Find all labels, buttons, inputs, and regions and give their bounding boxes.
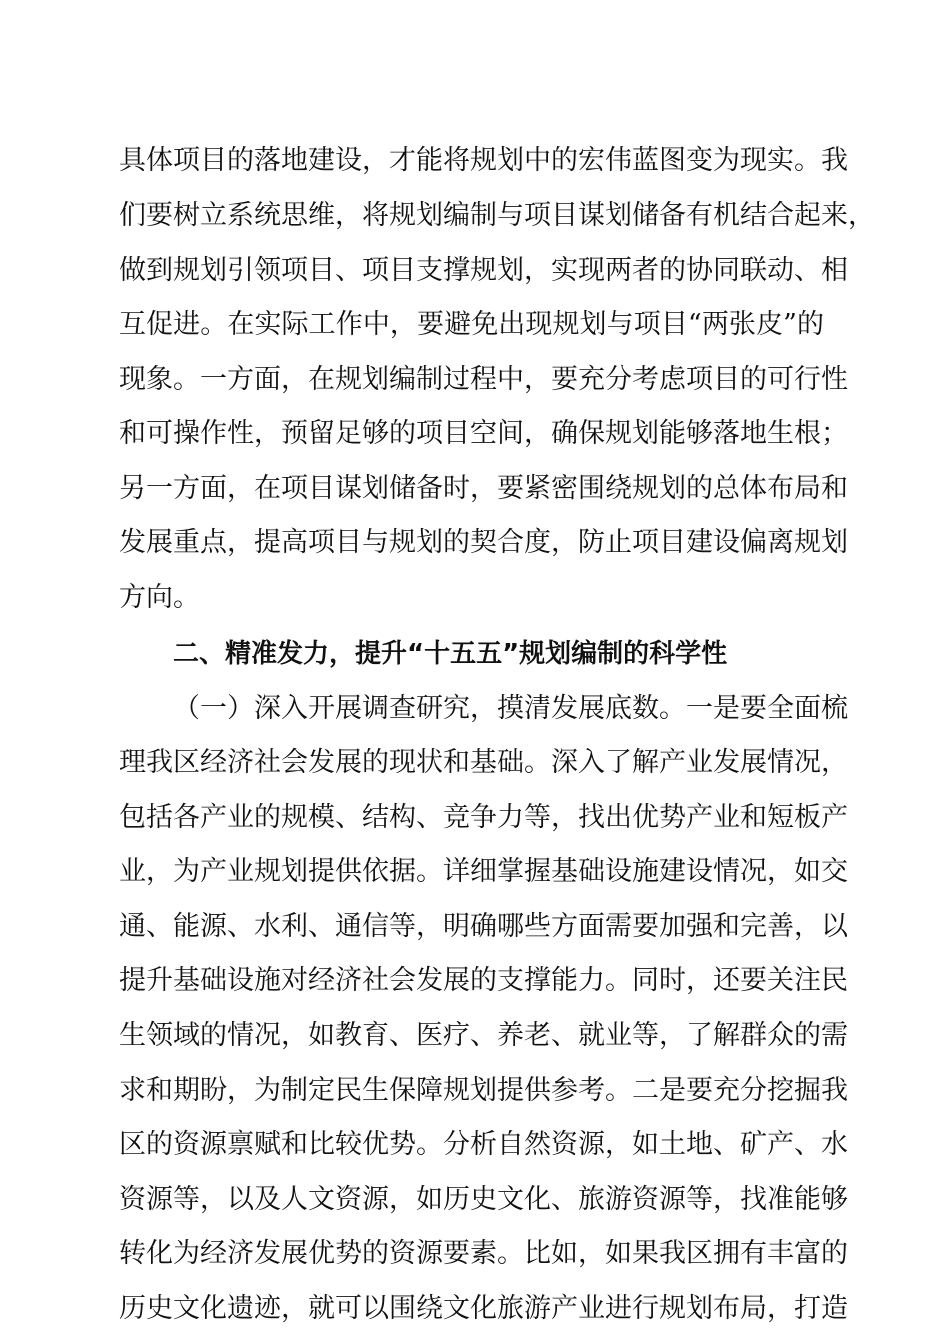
paragraph-line: 提升基础设施对经济社会发展的支撑能力。同时，还要关注民 — [119, 965, 848, 996]
paragraph-line: 另一方面，在项目谋划储备时，要紧密围绕规划的总体布局和 — [119, 473, 848, 504]
paragraph-line: 们要树立系统思维，将规划编制与项目谋划储备有机结合起来， — [119, 200, 875, 231]
paragraph-line: 转化为经济发展优势的资源要素。比如，如果我区拥有丰富的 — [119, 1238, 848, 1269]
paragraph-line: 互促进。在实际工作中，要避免出现规划与项目“两张皮”的 — [119, 309, 824, 340]
paragraph-line: 方向。 — [119, 582, 200, 613]
paragraph-line: 具体项目的落地建设，才能将规划中的宏伟蓝图变为现实。我 — [119, 145, 848, 176]
paragraph-line: 理我区经济社会发展的现状和基础。深入了解产业发展情况， — [119, 747, 848, 778]
paragraph-line: 区的资源禀赋和比较优势。分析自然资源，如土地、矿产、水 — [119, 1129, 848, 1160]
paragraph-line: 和可操作性，预留足够的项目空间，确保规划能够落地生根； — [119, 418, 848, 449]
paragraph-line: 历史文化遗迹，就可以围绕文化旅游产业进行规划布局，打造 — [119, 1293, 848, 1324]
paragraph-line: 通、能源、水利、通信等，明确哪些方面需要加强和完善，以 — [119, 911, 848, 942]
paragraph-line: 包括各产业的规模、结构、竞争力等，找出优势产业和短板产 — [119, 802, 848, 833]
paragraph-line: 资源等，以及人文资源，如历史文化、旅游资源等，找准能够 — [119, 1184, 848, 1215]
section-heading: 二、精准发力，提升“十五五”规划编制的科学性 — [173, 639, 728, 669]
paragraph-line: 求和期盼，为制定民生保障规划提供参考。二是要充分挖掘我 — [119, 1075, 848, 1106]
paragraph-line: 做到规划引领项目、项目支撑规划，实现两者的协同联动、相 — [119, 255, 848, 286]
paragraph-line: 业，为产业规划提供依据。详细掌握基础设施建设情况，如交 — [119, 856, 848, 887]
paragraph-line: （一）深入开展调查研究，摸清发展底数。一是要全面梳 — [173, 693, 848, 724]
paragraph-line: 发展重点，提高项目与规划的契合度，防止项目建设偏离规划 — [119, 527, 848, 558]
paragraph-line: 现象。一方面，在规划编制过程中，要充分考虑项目的可行性 — [119, 364, 848, 395]
paragraph-line: 生领域的情况，如教育、医疗、养老、就业等，了解群众的需 — [119, 1020, 848, 1051]
